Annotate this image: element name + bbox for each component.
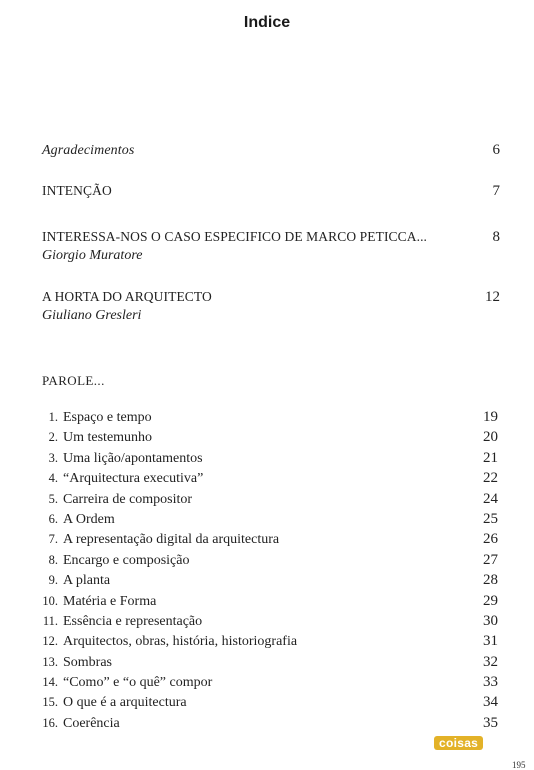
chapter-number: 5. <box>48 491 58 506</box>
toc-entry-page: 7 <box>492 183 500 199</box>
chapter-number: 14. <box>42 675 58 690</box>
chapter-number: 10. <box>42 593 58 608</box>
page-number: 195 <box>512 760 526 770</box>
chapter-title: Um testemunho <box>63 430 153 446</box>
section-heading-parole: PAROLE... <box>42 373 105 388</box>
chapter-page: 28 <box>483 572 498 589</box>
chapter-page: 33 <box>483 674 498 691</box>
chapter-title: Matéria e Forma <box>63 593 157 609</box>
chapter-page: 31 <box>483 633 498 650</box>
toc-entry-page: 8 <box>492 229 500 245</box>
chapter-page: 32 <box>483 653 498 670</box>
chapter-page: 24 <box>483 490 498 507</box>
chapter-item[interactable] <box>30 572 500 592</box>
toc-entry-label: INTERESSA-NOS O CASO ESPECIFICO DE MARCO PETICCA... <box>42 229 428 244</box>
chapter-title: O que é a arquitectura <box>63 695 187 711</box>
chapter-title: “Arquitectura executiva” <box>63 471 204 487</box>
chapter-item[interactable] <box>30 552 500 572</box>
chapter-title: Essência e representação <box>63 613 203 629</box>
chapter-number: 4. <box>48 471 58 486</box>
toc-entry-label: A HORTA DO ARQUITECTO <box>42 289 212 304</box>
chapter-number: 6. <box>48 511 58 526</box>
chapter-number: 12. <box>42 634 58 649</box>
chapter-title: Espaço e tempo <box>63 410 152 425</box>
chapter-title: Encargo e composição <box>63 552 190 568</box>
chapter-number: 16. <box>42 715 58 730</box>
toc-entry-author: Giuliano Gresleri <box>42 308 142 323</box>
watermark-badge: coisas <box>434 736 483 750</box>
chapter-number: 9. <box>48 573 58 588</box>
chapter-number: 8. <box>48 552 58 567</box>
chapter-page: 27 <box>483 551 498 568</box>
toc-entry-label: INTENÇÃO <box>42 183 112 198</box>
toc-entry-interessa-nos[interactable] <box>42 229 502 264</box>
chapter-title: Coerência <box>63 715 120 731</box>
toc-entry-label: Agradecimentos <box>42 143 135 158</box>
chapter-page: 21 <box>483 449 498 466</box>
page-title: Indice <box>243 14 291 31</box>
chapter-item[interactable] <box>30 511 500 531</box>
chapter-item[interactable] <box>30 470 500 490</box>
chapter-number: 13. <box>42 654 58 669</box>
chapter-item[interactable] <box>30 654 500 674</box>
toc-entry-agradecimentos[interactable] <box>42 142 502 159</box>
chapter-number: 15. <box>42 695 58 710</box>
toc-entry-page: 12 <box>485 289 500 305</box>
chapter-page: 19 <box>483 409 498 425</box>
chapter-page: 25 <box>483 510 498 527</box>
chapter-page: 26 <box>483 531 498 548</box>
chapter-item[interactable] <box>30 593 500 613</box>
chapter-number: 3. <box>48 450 58 465</box>
chapter-number: 7. <box>48 532 58 547</box>
chapter-title: Carreira de compositor <box>63 491 193 507</box>
chapter-title: A representação digital da arquitectura <box>63 532 280 548</box>
chapter-page: 34 <box>483 694 498 711</box>
toc-entry-horta[interactable] <box>42 289 502 324</box>
chapter-page: 29 <box>483 592 498 609</box>
chapter-item[interactable] <box>30 409 500 429</box>
chapter-item[interactable] <box>30 715 500 735</box>
chapter-item[interactable] <box>30 429 500 449</box>
chapter-title: A planta <box>63 573 111 589</box>
chapter-title: “Como” e “o quê” compor <box>63 675 213 691</box>
chapter-item[interactable] <box>30 531 500 551</box>
chapter-list <box>30 409 500 735</box>
chapter-item[interactable] <box>30 694 500 714</box>
chapter-number: 1. <box>48 410 58 424</box>
chapter-number: 2. <box>48 430 58 445</box>
chapter-number: 11. <box>42 613 58 628</box>
toc-entry-author: Giorgio Muratore <box>42 248 143 263</box>
chapter-item[interactable] <box>30 491 500 511</box>
toc-entry-page: 6 <box>492 142 500 158</box>
chapter-item[interactable] <box>30 450 500 470</box>
chapter-page: 22 <box>483 470 498 487</box>
chapter-page: 30 <box>483 612 498 629</box>
chapter-page: 35 <box>483 714 498 731</box>
toc-entry-intencao[interactable] <box>42 183 502 200</box>
chapter-page: 20 <box>483 429 498 446</box>
chapter-title: A Ordem <box>63 511 115 527</box>
chapter-item[interactable] <box>30 674 500 694</box>
chapter-title: Sombras <box>63 654 112 670</box>
chapter-title: Arquitectos, obras, história, historiografia <box>63 634 298 650</box>
chapter-item[interactable] <box>30 633 500 653</box>
chapter-item[interactable] <box>30 613 500 633</box>
chapter-title: Uma lição/apontamentos <box>63 450 203 466</box>
